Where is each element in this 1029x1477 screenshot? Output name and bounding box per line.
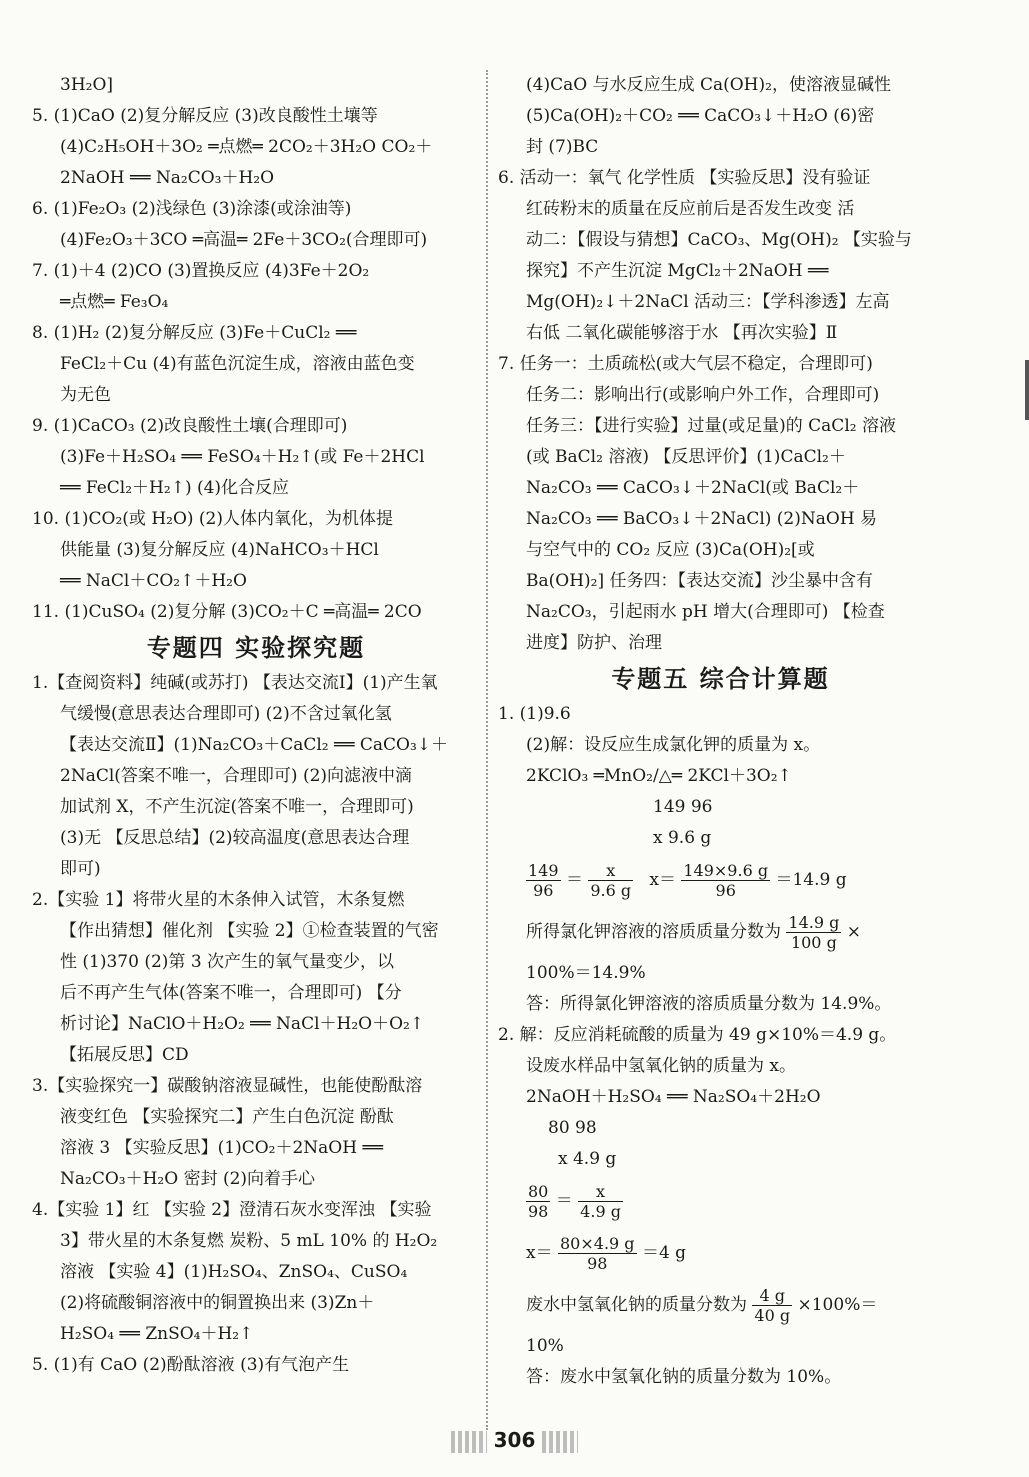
equation-line: 2KClO₃ ═MnO₂/△═ 2KCl＋3O₂↑ — [526, 766, 792, 786]
calc-line: 100%＝14.9% — [526, 963, 646, 983]
answer-line: 7. (1)＋4 (2)CO (3)置换反应 (4)3Fe＋2O₂ — [32, 261, 370, 281]
answer-line: 【拓展反思】CD — [60, 1045, 189, 1065]
page-number-decoration — [451, 1431, 487, 1453]
ratio-line: x 4.9 g — [558, 1149, 617, 1169]
answer-line: H₂SO₄ ══ ZnSO₄＋H₂↑ — [60, 1324, 254, 1344]
fraction: $\frac{80}{98}$ — [528, 1182, 549, 1221]
answer-line: 任务二：影响出行(或影响户外工作，合理即可) — [526, 385, 880, 405]
fraction-line: 废水中氢氧化钠的质量分数为 $\frac{4 g}{40 g}$ ×100%＝ — [526, 1286, 878, 1325]
answer-line: 性 (1)370 (2)第 3 次产生的氧气量变少，以 — [60, 952, 395, 972]
answer-line: (4)Fe₂O₃＋3CO ═高温═ 2Fe＋3CO₂(合理即可) — [60, 230, 428, 250]
answer-line: 8. (1)H₂ (2)复分解反应 (3)Fe＋CuCl₂ ══ — [32, 323, 357, 343]
answer-line: 后不再产生气体(答案不唯一，合理即可) 【分 — [60, 983, 402, 1003]
answer-line: 11. (1)CuSO₄ (2)复分解 (3)CO₂＋C ═高温═ 2CO — [32, 602, 422, 622]
answer-line: (3)无 【反思总结】(2)较高温度(意思表达合理 — [60, 828, 410, 848]
answer-line: Na₂CO₃，引起雨水 pH 增大(合理即可) 【检查 — [526, 602, 885, 622]
calc-line: (2)解：设反应生成氯化钾的质量为 x。 — [526, 735, 821, 755]
answer-statement: 答：所得氯化钾溶液的溶质质量分数为 14.9%。 — [526, 994, 892, 1014]
answer-line: ═点燃═ Fe₃O₄ — [60, 292, 169, 312]
answer-line: 进度】防护、治理 — [526, 633, 662, 653]
answer-line: 3】带火星的木条复燃 炭粉、5 mL 10% 的 H₂O₂ — [60, 1231, 438, 1251]
answer-line: Na₂CO₃＋H₂O 密封 (2)向着手心 — [60, 1169, 316, 1189]
answer-line: Na₂CO₃ ══ CaCO₃↓＋2NaCl(或 BaCl₂＋ — [526, 478, 860, 498]
answer-line: 与空气中的 CO₂ 反应 (3)Ca(OH)₂[或 — [526, 540, 815, 560]
answer-line: (5)Ca(OH)₂＋CO₂ ══ CaCO₃↓＋H₂O (6)密 — [526, 106, 875, 126]
page-number — [0, 1428, 1029, 1453]
answer-line: 3.【实验探究一】碳酸钠溶液显碱性，也能使酚酞溶 — [32, 1076, 423, 1096]
answer-line: 供能量 (3)复分解反应 (4)NaHCO₃＋HCl — [60, 540, 379, 560]
left-column — [32, 70, 480, 1381]
answer-line: (2)将硫酸铜溶液中的铜置换出来 (3)Zn＋ — [60, 1293, 375, 1313]
answer-line: 动二：【假设与猜想】CaCO₃、Mg(OH)₂ 【实验与 — [526, 230, 912, 250]
answer-line: 10. (1)CO₂(或 H₂O) (2)人体内氧化，为机体提 — [32, 509, 394, 529]
page-number-decoration — [542, 1431, 578, 1453]
calc-line: 10% — [526, 1336, 564, 1356]
section-title: 专题四 实验探究题 — [146, 634, 366, 662]
answer-line: 红砖粉末的质量在反应前后是否发生改变 活 — [526, 199, 855, 219]
fraction: $\frac{x}{4.9 g}$ — [580, 1182, 621, 1221]
proportion-line: $\frac{80}{98}$ ＝ $\frac{x}{4.9 g}$ — [528, 1182, 621, 1221]
fraction: $\frac{14.9 g}{100 g}$ — [788, 913, 840, 952]
fraction: $\frac{80\times 4.9 g}{98}$ — [560, 1234, 635, 1273]
ratio-line: x 9.6 g — [653, 828, 712, 848]
fraction-line: 所得氯化钾溶液的溶质质量分数为 $\frac{14.9 g}{100 g}$ × — [526, 913, 862, 952]
answer-line: ══ NaCl＋CO₂↑＋H₂O — [60, 571, 247, 591]
answer-line: 【作出猜想】催化剂 【实验 2】①检查装置的气密 — [60, 921, 439, 941]
answer-line: 气缓慢(意思表达合理即可) (2)不含过氧化氢 — [60, 704, 392, 724]
answer-line: (3)Fe＋H₂SO₄ ══ FeSO₄＋H₂↑(或 Fe＋2HCl — [60, 447, 425, 467]
section-title: 专题五 综合计算题 — [611, 665, 830, 693]
answer-line: (4)C₂H₅OH＋3O₂ ═点燃═ 2CO₂＋3H₂O CO₂＋ — [60, 137, 433, 157]
answer-line: Na₂CO₃ ══ BaCO₃↓＋2NaCl) (2)NaOH 易 — [526, 509, 878, 529]
answer-line: 5. (1)有 CaO (2)酚酞溶液 (3)有气泡产生 — [32, 1355, 350, 1375]
answer-line: 加试剂 X，不产生沉淀(答案不唯一，合理即可) — [60, 797, 414, 817]
answer-line: 为无色 — [60, 385, 111, 405]
answer-line: 溶液 3 【实验反思】(1)CO₂＋2NaOH ══ — [60, 1138, 383, 1158]
fraction: $\frac{149}{96}$ — [528, 861, 559, 900]
answer-line: 4.【实验 1】红 【实验 2】澄清石灰水变浑浊 【实验 — [32, 1200, 432, 1220]
answer-line: Mg(OH)₂↓＋2NaCl 活动三：【学科渗透】左高 — [526, 292, 890, 312]
answer-line: 6. (1)Fe₂O₃ (2)浅绿色 (3)涂漆(或涂油等) — [32, 199, 352, 219]
calc-line: 2. 解：反应消耗硫酸的质量为 49 g×10%＝4.9 g。 — [498, 1025, 897, 1045]
fraction: $\frac{x}{9.6 g}$ — [590, 861, 632, 900]
equation-line: 2NaOH＋H₂SO₄ ══ Na₂SO₄＋2H₂O — [526, 1087, 821, 1107]
answer-line: ══ FeCl₂＋H₂↑) (4)化合反应 — [60, 478, 290, 498]
answer-line: 9. (1)CaCO₃ (2)改良酸性土壤(合理即可) — [32, 416, 348, 436]
answer-line: 7. 任务一：土质疏松(或大气层不稳定，合理即可) — [498, 354, 873, 374]
right-column — [498, 70, 943, 1393]
answer-line: 6. 活动一：氧气 化学性质 【实验反思】没有验证 — [498, 168, 871, 188]
ratio-line: 149 96 — [653, 797, 713, 817]
answer-line: (或 BaCl₂ 溶液) 【反思评价】(1)CaCl₂＋ — [526, 447, 846, 467]
answer-line: 液变红色 【实验探究二】产生白色沉淀 酚酞 — [60, 1107, 394, 1127]
proportion-line: x＝ $\frac{80\times 4.9 g}{98}$ ＝4 g — [526, 1234, 687, 1273]
calc-line: 设废水样品中氢氧化钠的质量为 x。 — [526, 1056, 796, 1076]
page-edge-mark — [1025, 360, 1029, 420]
answer-line: FeCl₂＋Cu (4)有蓝色沉淀生成，溶液由蓝色变 — [60, 354, 415, 374]
answer-line: 【表达交流Ⅱ】(1)Na₂CO₃＋CaCl₂ ══ CaCO₃↓＋ — [60, 735, 449, 755]
answer-line: (4)CaO 与水反应生成 Ca(OH)₂，使溶液显碱性 — [526, 75, 891, 95]
fraction: $\frac{4 g}{40 g}$ — [754, 1286, 791, 1325]
answer-line: 右低 二氧化碳能够溶于水 【再次实验】Ⅱ — [526, 323, 838, 343]
answer-line: 析讨论】NaClO＋H₂O₂ ══ NaCl＋H₂O＋O₂↑ — [60, 1014, 425, 1034]
answer-line: 探究】不产生沉淀 MgCl₂＋2NaOH ══ — [526, 261, 829, 281]
answer-line: 3H₂O] — [60, 75, 114, 95]
answer-line: 5. (1)CaO (2)复分解反应 (3)改良酸性土壤等 — [32, 106, 378, 126]
answer-statement: 答：废水中氢氧化钠的质量分数为 10%。 — [526, 1367, 842, 1387]
fraction: $\frac{149\times 9.6 g}{96}$ — [683, 861, 769, 900]
answer-line: 溶液 【实验 4】(1)H₂SO₄、ZnSO₄、CuSO₄ — [60, 1262, 408, 1282]
answer-line: 1.【查阅资料】纯碱(或苏打) 【表达交流Ⅰ】(1)产生氧 — [32, 673, 438, 693]
page-number-text: 306 — [493, 1428, 536, 1452]
answer-line: Ba(OH)₂] 任务四：【表达交流】沙尘暴中含有 — [526, 571, 874, 591]
column-divider — [486, 70, 488, 1430]
answer-line: 即可) — [60, 859, 101, 879]
answer-line: 2NaCl(答案不唯一，合理即可) (2)向滤液中滴 — [60, 766, 413, 786]
answer-line: 2NaOH ══ Na₂CO₃＋H₂O — [60, 168, 275, 188]
answer-line: 任务三：【进行实验】过量(或足量)的 CaCl₂ 溶液 — [526, 416, 896, 436]
ratio-line: 80 98 — [548, 1118, 597, 1138]
answer-line: 2.【实验 1】将带火星的木条伸入试管，木条复燃 — [32, 890, 405, 910]
answer-line: 封 (7)BC — [526, 137, 599, 157]
calc-line: 1. (1)9.6 — [498, 704, 571, 724]
proportion-line: $\frac{149}{96}$ ＝ $\frac{x}{9.6 g}$ x＝ $\frac{149\times 9.6 g}{96}$ ＝14.9 g — [528, 861, 847, 900]
